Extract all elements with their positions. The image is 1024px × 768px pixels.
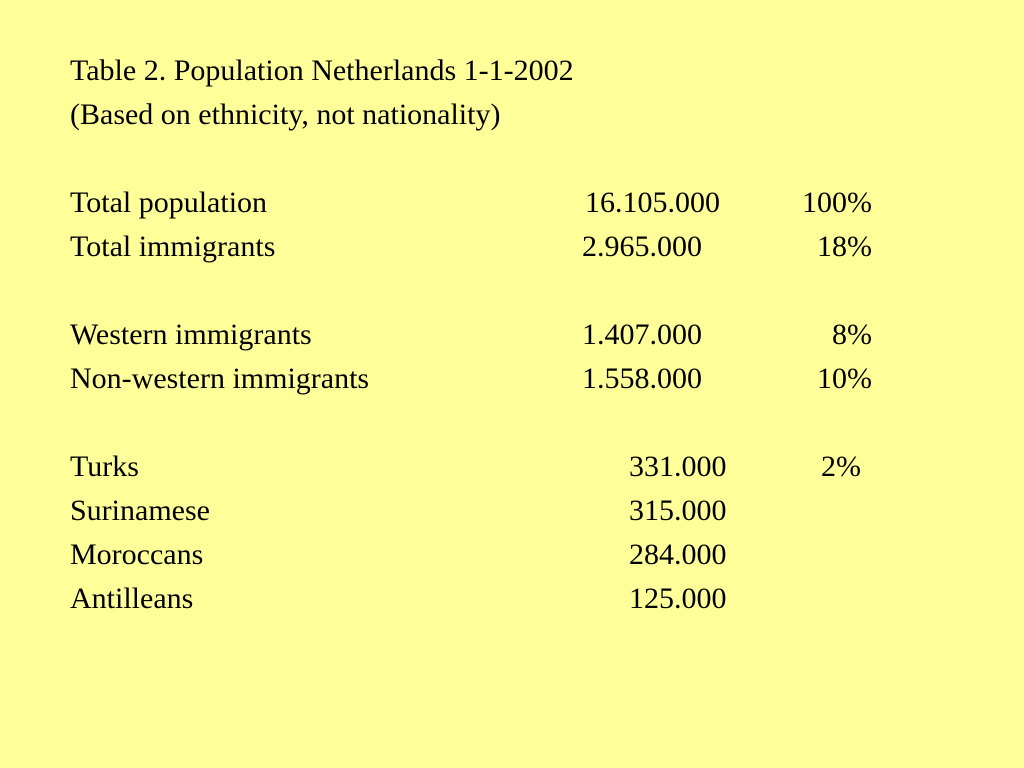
row-label: Moroccans: [70, 538, 204, 571]
row-percent: 10%: [817, 362, 872, 395]
row-number: 284.000: [629, 538, 727, 571]
table-row-moroccans: [0, 533, 1024, 577]
row-label: Surinamese: [70, 494, 210, 527]
row-number: 16.105.000: [585, 186, 720, 219]
row-percent: 8%: [832, 318, 872, 351]
row-number: 1.407.000: [582, 318, 702, 351]
row-percent: 18%: [817, 230, 872, 263]
row-label: Western immigrants: [70, 318, 312, 351]
row-number: 315.000: [629, 494, 727, 527]
row-label: Total population: [70, 186, 268, 219]
table-row-non-western-immigrants: [0, 357, 1024, 401]
table-title: Table 2. Population Netherlands 1-1-2002: [70, 54, 574, 87]
row-label: Total immigrants: [70, 230, 276, 263]
row-number: 331.000: [629, 450, 727, 483]
row-percent: 100%: [802, 186, 872, 219]
table-row-total-population: [0, 181, 1024, 225]
row-label: Antilleans: [70, 582, 194, 615]
row-label: Turks: [70, 450, 139, 483]
row-number: 2.965.000: [582, 230, 702, 263]
row-label: Non-western immigrants: [70, 362, 370, 395]
table-subtitle: (Based on ethnicity, not nationality): [70, 98, 501, 131]
row-number: 125.000: [629, 582, 727, 615]
table-row-western-immigrants: [0, 313, 1024, 357]
row-percent: 2%: [821, 450, 861, 483]
table-row-surinamese: [0, 489, 1024, 533]
row-number: 1.558.000: [582, 362, 702, 395]
table-row-turks: [0, 445, 1024, 489]
table-row-antilleans: [0, 577, 1024, 621]
table-row-total-immigrants: [0, 225, 1024, 269]
